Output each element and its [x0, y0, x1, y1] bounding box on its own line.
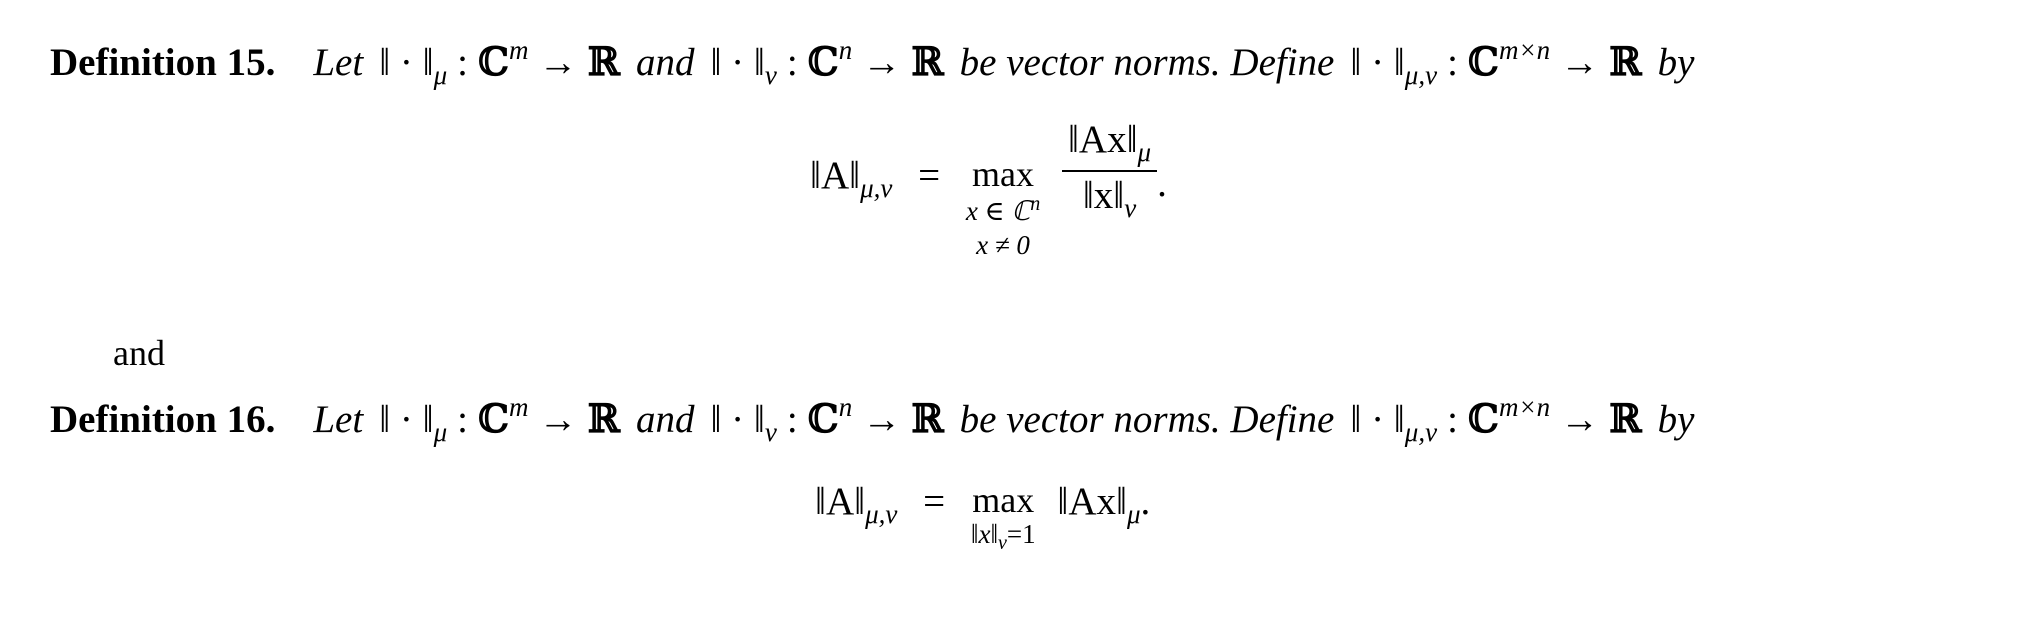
- word-let: Let: [313, 41, 364, 84]
- connector-and: and: [113, 333, 165, 373]
- definition-16-label: Definition 16.: [50, 398, 276, 441]
- norm-nu-symbol: ‖ · ‖: [710, 41, 765, 84]
- equation-16: $‖A‖_{\mu,\nu}$ = max $‖x‖_\nu=1$ $‖Ax‖_\mu$.: [815, 480, 1151, 554]
- definition-15-statement: Definition 15. Let ‖ · $‖_\mu$ : ℂ$^m$ → ℝ and ‖ · $‖_\nu$ : ℂ$^n$ → ℝ be vector norms. Define ‖ · $‖_{\mu,\nu}$ : ℂ$^{m\times n}$ → ℝ by: [50, 35, 1695, 90]
- eq15-condition-1: x ∈ ℂ$^n$: [965, 193, 1041, 226]
- equation-15: $‖A‖_{\mu,\nu}$ = max x ∈ ℂ$^n$ x ≠ 0 $\frac{‖Ax‖_\mu}{‖x‖_\nu}$ .: [810, 120, 1167, 263]
- norm-mu-symbol: ‖ · ‖: [379, 41, 434, 84]
- eq15-numerator: $‖Ax‖_\mu$: [1062, 120, 1157, 172]
- word-and: and: [635, 41, 695, 84]
- definition-15-label: Definition 15.: [50, 41, 276, 84]
- eq15-denominator: $‖x‖_\nu$: [1082, 174, 1137, 223]
- word-and: and: [635, 398, 695, 441]
- word-by: by: [1657, 41, 1695, 84]
- eq15-max-operator: max x ∈ ℂ$^n$ x ≠ 0: [966, 156, 1040, 263]
- eq15-condition-2: x ≠ 0: [976, 229, 1030, 260]
- eq16-max-operator: max $‖x‖_\nu=1$: [970, 480, 1036, 554]
- phrase-be-vector-norms: be vector norms. Define: [959, 41, 1335, 84]
- eq15-fraction: [1062, 120, 1157, 222]
- phrase-be-vector-norms: be vector norms. Define: [959, 398, 1335, 441]
- eq15-lhs: ‖A‖: [810, 154, 861, 197]
- word-let: Let: [313, 398, 364, 441]
- eq16-lhs: ‖A‖: [815, 480, 866, 523]
- eq16-condition: $‖x‖_\nu=1$: [970, 519, 1036, 554]
- definition-16-statement: Definition 16. Let ‖ · $‖_\mu$ : ℂ$^m$ → ℝ and ‖ · $‖_\nu$ : ℂ$^n$ → ℝ be vector norms. Define ‖ · $‖_{\mu,\nu}$ : ℂ$^{m\times n}$ → ℝ by: [50, 392, 1695, 447]
- word-by: by: [1657, 398, 1695, 441]
- norm-mu-nu-symbol: ‖ · ‖: [1350, 41, 1405, 84]
- eq16-rhs: $‖Ax‖_\mu$.: [1057, 480, 1151, 529]
